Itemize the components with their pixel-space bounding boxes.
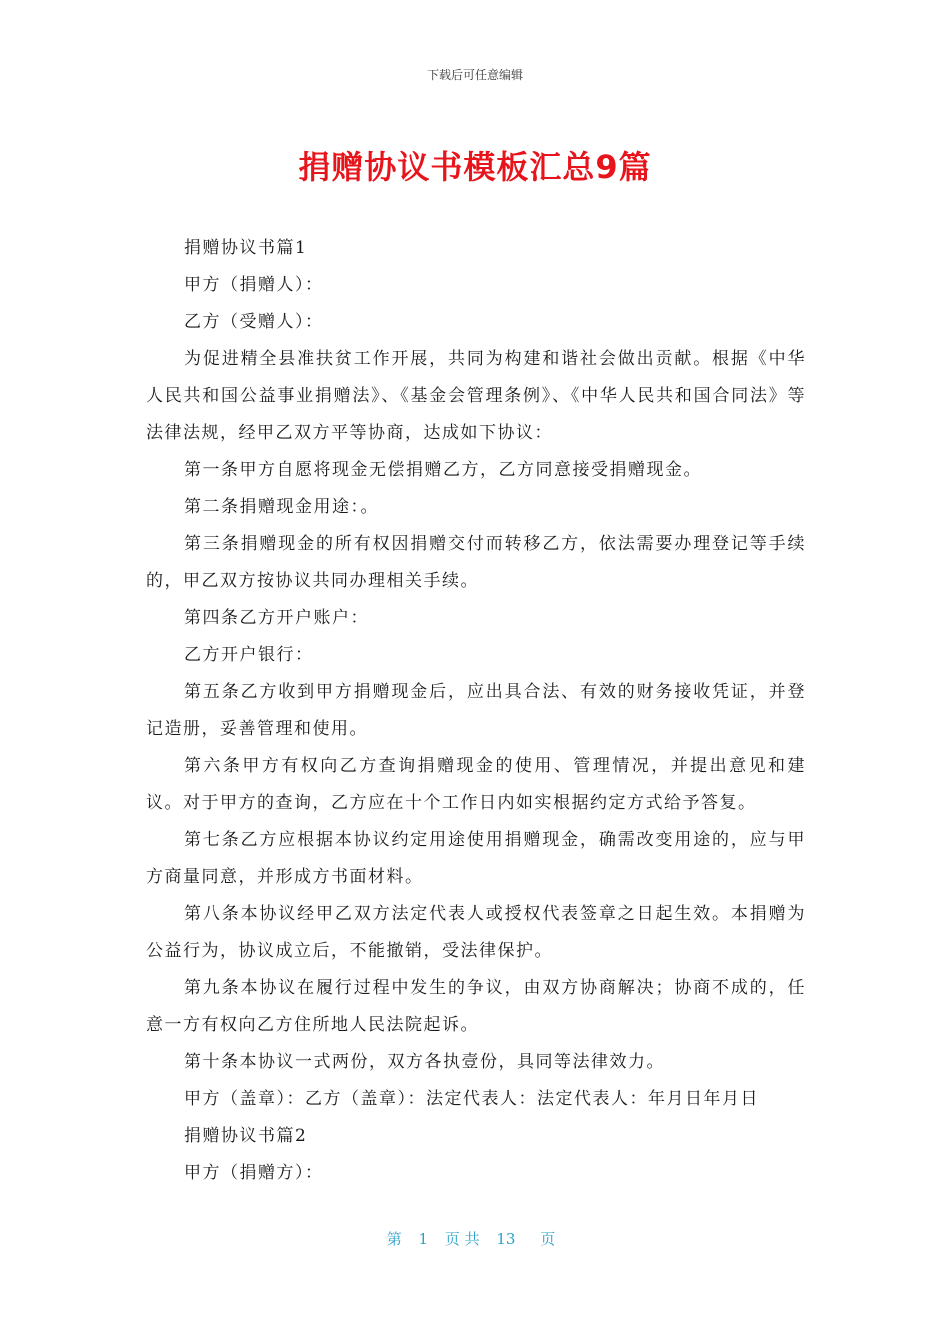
paragraph: 第六条甲方有权向乙方查询捐赠现金的使用、管理情况，并提出意见和建议。对于甲方的查询，乙方应在十个工作日内如实根据约定方式给予答复。 (146, 756, 806, 813)
paragraph: 甲方（盖章）：乙方（盖章）：法定代表人：法定代表人：年月日年月日 (184, 1089, 759, 1109)
paragraph: 捐赠协议书篇2 (184, 1126, 308, 1146)
paragraph: 甲方（捐赠方）： (184, 1163, 324, 1183)
paragraph: 第七条乙方应根据本协议约定用途使用捐赠现金，确需改变用途的，应与甲方商量同意，并形成方书面材料。 (146, 830, 806, 887)
footer-total-pages: 13 (496, 1230, 516, 1248)
paragraph: 第十条本协议一式两份，双方各执壹份，具同等法律效力。 (184, 1052, 665, 1072)
paragraph: 甲方（捐赠人）： (184, 275, 324, 295)
paragraph: 第八条本协议经甲乙双方法定代表人或授权代表签章之日起生效。本捐赠为公益行为，协议成立后，不能撤销，受法律保护。 (146, 904, 806, 961)
paragraph: 第一条甲方自愿将现金无偿捐赠乙方，乙方同意接受捐赠现金。 (184, 460, 702, 480)
footer-label-page: 第 (386, 1230, 402, 1248)
paragraph: 捐赠协议书篇1 (184, 238, 308, 258)
paragraph: 第五条乙方收到甲方捐赠现金后，应出具合法、有效的财务接收凭证，并登记造册，妥善管理和使用。 (146, 682, 806, 739)
paragraph: 第三条捐赠现金的所有权因捐赠交付而转移乙方，依法需要办理登记等手续的，甲乙双方按协议共同办理相关手续。 (146, 534, 806, 591)
footer-label-total: 页 共 (444, 1230, 480, 1248)
paragraph: 为促进精全县准扶贫工作开展，共同为构建和谐社会做出贡献。根据《中华人民共和国公益事业捐赠法》、《基金会管理条例》、《中华人民共和国合同法》等法律法规，经甲乙双方平等协商，达成如下协议： (146, 349, 806, 443)
paragraph: 第二条捐赠现金用途：。 (184, 497, 379, 517)
document-body (146, 230, 806, 1192)
document-title: 捐赠协议书模板汇总9篇 (298, 148, 652, 186)
page-footer (0, 1228, 950, 1249)
paragraph: 第四条乙方开户账户： (184, 608, 369, 628)
paragraph: 乙方（受赠人）： (184, 312, 324, 332)
paragraph: 乙方开户银行： (184, 645, 314, 665)
header-note: 下载后可任意编辑 (426, 68, 523, 82)
footer-label-end: 页 (540, 1230, 556, 1248)
paragraph: 第九条本协议在履行过程中发生的争议，由双方协商解决；协商不成的，任意一方有权向乙方住所地人民法院起诉。 (146, 978, 806, 1035)
footer-page-number: 1 (418, 1230, 429, 1248)
